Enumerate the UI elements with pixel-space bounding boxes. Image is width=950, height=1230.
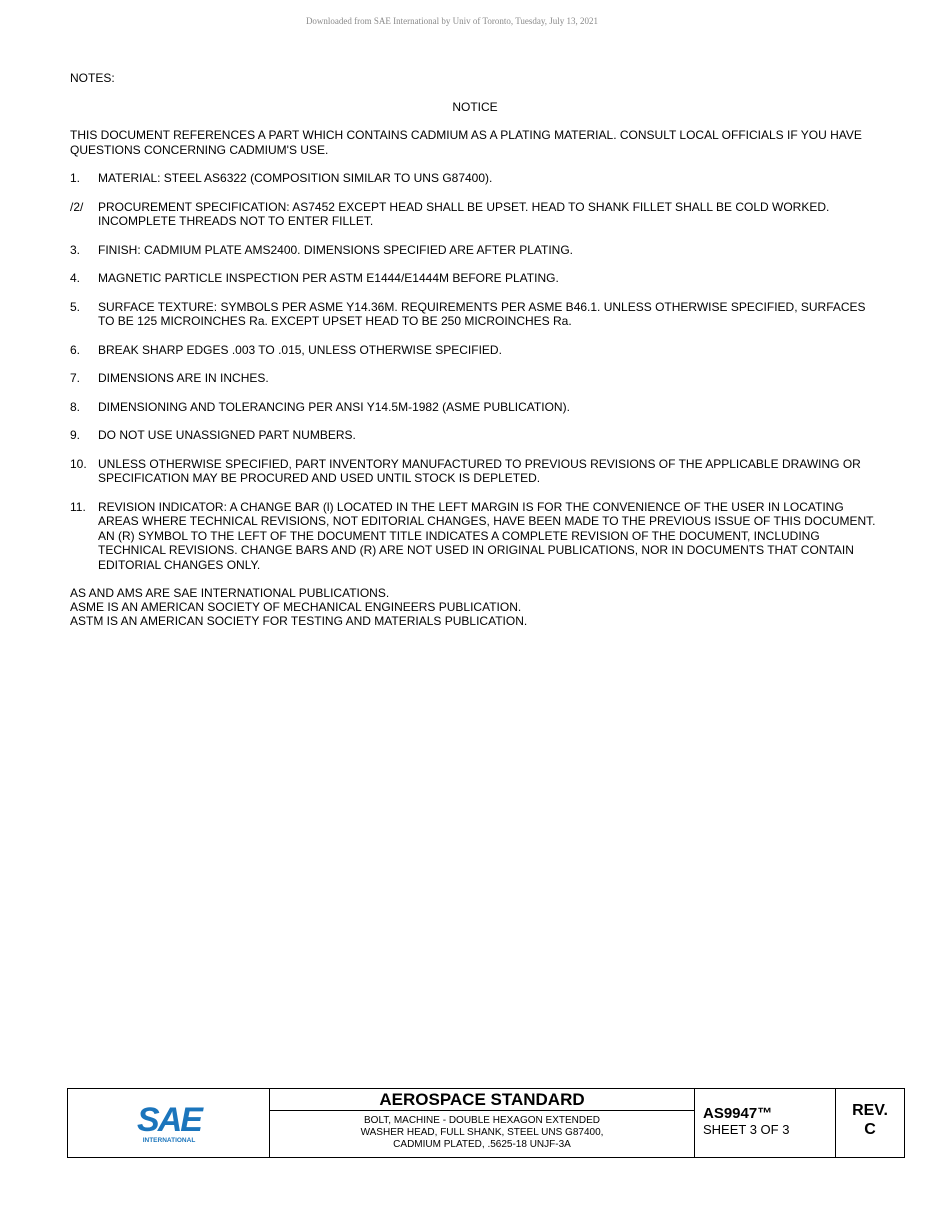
- note-number: 10.: [70, 456, 87, 471]
- note-number: 11.: [70, 499, 86, 514]
- sae-logo-subtext: INTERNATIONAL: [142, 1137, 195, 1144]
- title-block: [67, 1088, 905, 1158]
- note-text: MATERIAL: STEEL AS6322 (COMPOSITION SIMILAR TO UNS G87400).: [98, 171, 493, 185]
- document-number: AS9947™: [703, 1105, 773, 1122]
- note-number: /2/: [70, 199, 84, 214]
- note-text: DO NOT USE UNASSIGNED PART NUMBERS.: [98, 428, 356, 442]
- notes-list: [70, 171, 880, 572]
- note-text: SURFACE TEXTURE: SYMBOLS PER ASME Y14.36M. REQUIREMENTS PER ASME B46.1. UNLESS OTHERWISE SPECIFIED, SURFACES TO BE 125 MICROINCHES Ra. EXCEPT UPSET HEAD TO BE 250 MICROINCHES Ra.: [98, 299, 866, 328]
- note-text: FINISH: CADMIUM PLATE AMS2400. DIMENSIONS SPECIFIED ARE AFTER PLATING.: [98, 242, 573, 257]
- note-item: [70, 428, 880, 443]
- sae-logo-cell: [68, 1089, 270, 1157]
- note-item: [70, 171, 880, 186]
- revision-value: C: [864, 1121, 876, 1138]
- note-item: [70, 371, 880, 386]
- description-line: BOLT, MACHINE - DOUBLE HEXAGON EXTENDED: [364, 1115, 600, 1126]
- note-item: [70, 343, 880, 358]
- note-number: 3.: [70, 242, 81, 257]
- note-item: [70, 243, 880, 258]
- note-number: 8.: [70, 399, 81, 414]
- revision-label: REV.: [852, 1102, 888, 1119]
- note-text: UNLESS OTHERWISE SPECIFIED, PART INVENTORY MANUFACTURED TO PREVIOUS REVISIONS OF THE APPLICABLE DRAWING OR SPECIFICATION MAY BE PROCURED AND USED UNTIL STOCK IS DEPLETED.: [98, 456, 861, 485]
- publications-list: [70, 586, 880, 628]
- standard-heading: AEROSPACE STANDARD: [270, 1089, 694, 1111]
- sae-international-logo: [134, 1101, 204, 1145]
- note-item: [70, 500, 880, 573]
- notice-title: NOTICE: [452, 99, 498, 114]
- publication-line: ASTM IS AN AMERICAN SOCIETY FOR TESTING AND MATERIALS PUBLICATION.: [70, 614, 528, 628]
- sae-logo-mark: SAE: [136, 1101, 201, 1139]
- note-text: DIMENSIONING AND TOLERANCING PER ANSI Y14.5M-1982 (ASME PUBLICATION).: [98, 399, 570, 414]
- note-item: [70, 200, 880, 229]
- note-text: REVISION INDICATOR: A CHANGE BAR (l) LOCATED IN THE LEFT MARGIN IS FOR THE CONVENIENCE OF THE USER IN LOCATING AREAS WHERE TECHNICAL REVISIONS, NOT EDITORIAL CHANGES, HAVE BEEN MADE TO THE PREVIOUS ISSUE OF THIS DOCUMENT. AN (R) SYMBOL TO THE LEFT OF THE DOCUMENT TITLE INDICATES A COMPLETE REVISION OF THE DOCUMENT, INCLUDING TECHNICAL REVISIONS. CHANGE BARS AND (R) ARE NOT USED IN ORIGINAL PUBLICATIONS, NOR IN DOCUMENTS THAT CONTAIN EDITORIAL CHANGES ONLY.: [98, 499, 876, 572]
- note-text: BREAK SHARP EDGES .003 TO .015, UNLESS OTHERWISE SPECIFIED.: [98, 342, 502, 357]
- notes-section: [70, 71, 880, 628]
- sheet-number: SHEET 3 OF 3: [703, 1122, 790, 1137]
- publication-line: ASME IS AN AMERICAN SOCIETY OF MECHANICAL ENGINEERS PUBLICATION.: [70, 600, 522, 614]
- note-item: [70, 400, 880, 415]
- download-watermark: Downloaded from SAE International by Univ of Toronto, Tuesday, July 13, 2021: [305, 16, 599, 26]
- note-number: 1.: [70, 171, 81, 185]
- note-number: 6.: [70, 342, 81, 357]
- note-text: MAGNETIC PARTICLE INSPECTION PER ASTM E1444/E1444M BEFORE PLATING.: [98, 271, 559, 285]
- notice-text: THIS DOCUMENT REFERENCES A PART WHICH CONTAINS CADMIUM AS A PLATING MATERIAL. CONSULT LOCAL OFFICIALS IF YOU HAVE QUESTIONS CONCERNING CADMIUM'S USE.: [70, 128, 862, 157]
- notes-label: NOTES:: [70, 71, 115, 85]
- note-number: 7.: [70, 371, 81, 385]
- note-item: [70, 300, 880, 329]
- note-item: [70, 457, 880, 486]
- title-cell: [270, 1089, 695, 1157]
- document-number-cell: [695, 1089, 836, 1157]
- publication-line: AS AND AMS ARE SAE INTERNATIONAL PUBLICATIONS.: [70, 586, 390, 600]
- note-number: 9.: [70, 428, 81, 442]
- revision-cell: [836, 1089, 904, 1157]
- note-number: 5.: [70, 299, 81, 314]
- note-item: [70, 271, 880, 286]
- part-description: [270, 1111, 694, 1157]
- note-text: DIMENSIONS ARE IN INCHES.: [98, 371, 269, 385]
- description-line: WASHER HEAD, FULL SHANK, STEEL UNS G87400,: [360, 1127, 604, 1138]
- note-text: PROCUREMENT SPECIFICATION: AS7452 EXCEPT HEAD SHALL BE UPSET. HEAD TO SHANK FILLET SHALL BE COLD WORKED. INCOMPLETE THREADS NOT TO ENTER FILLET.: [98, 199, 830, 228]
- note-number: 4.: [70, 271, 81, 285]
- description-line: CADMIUM PLATED, .5625-18 UNJF-3A: [393, 1139, 571, 1150]
